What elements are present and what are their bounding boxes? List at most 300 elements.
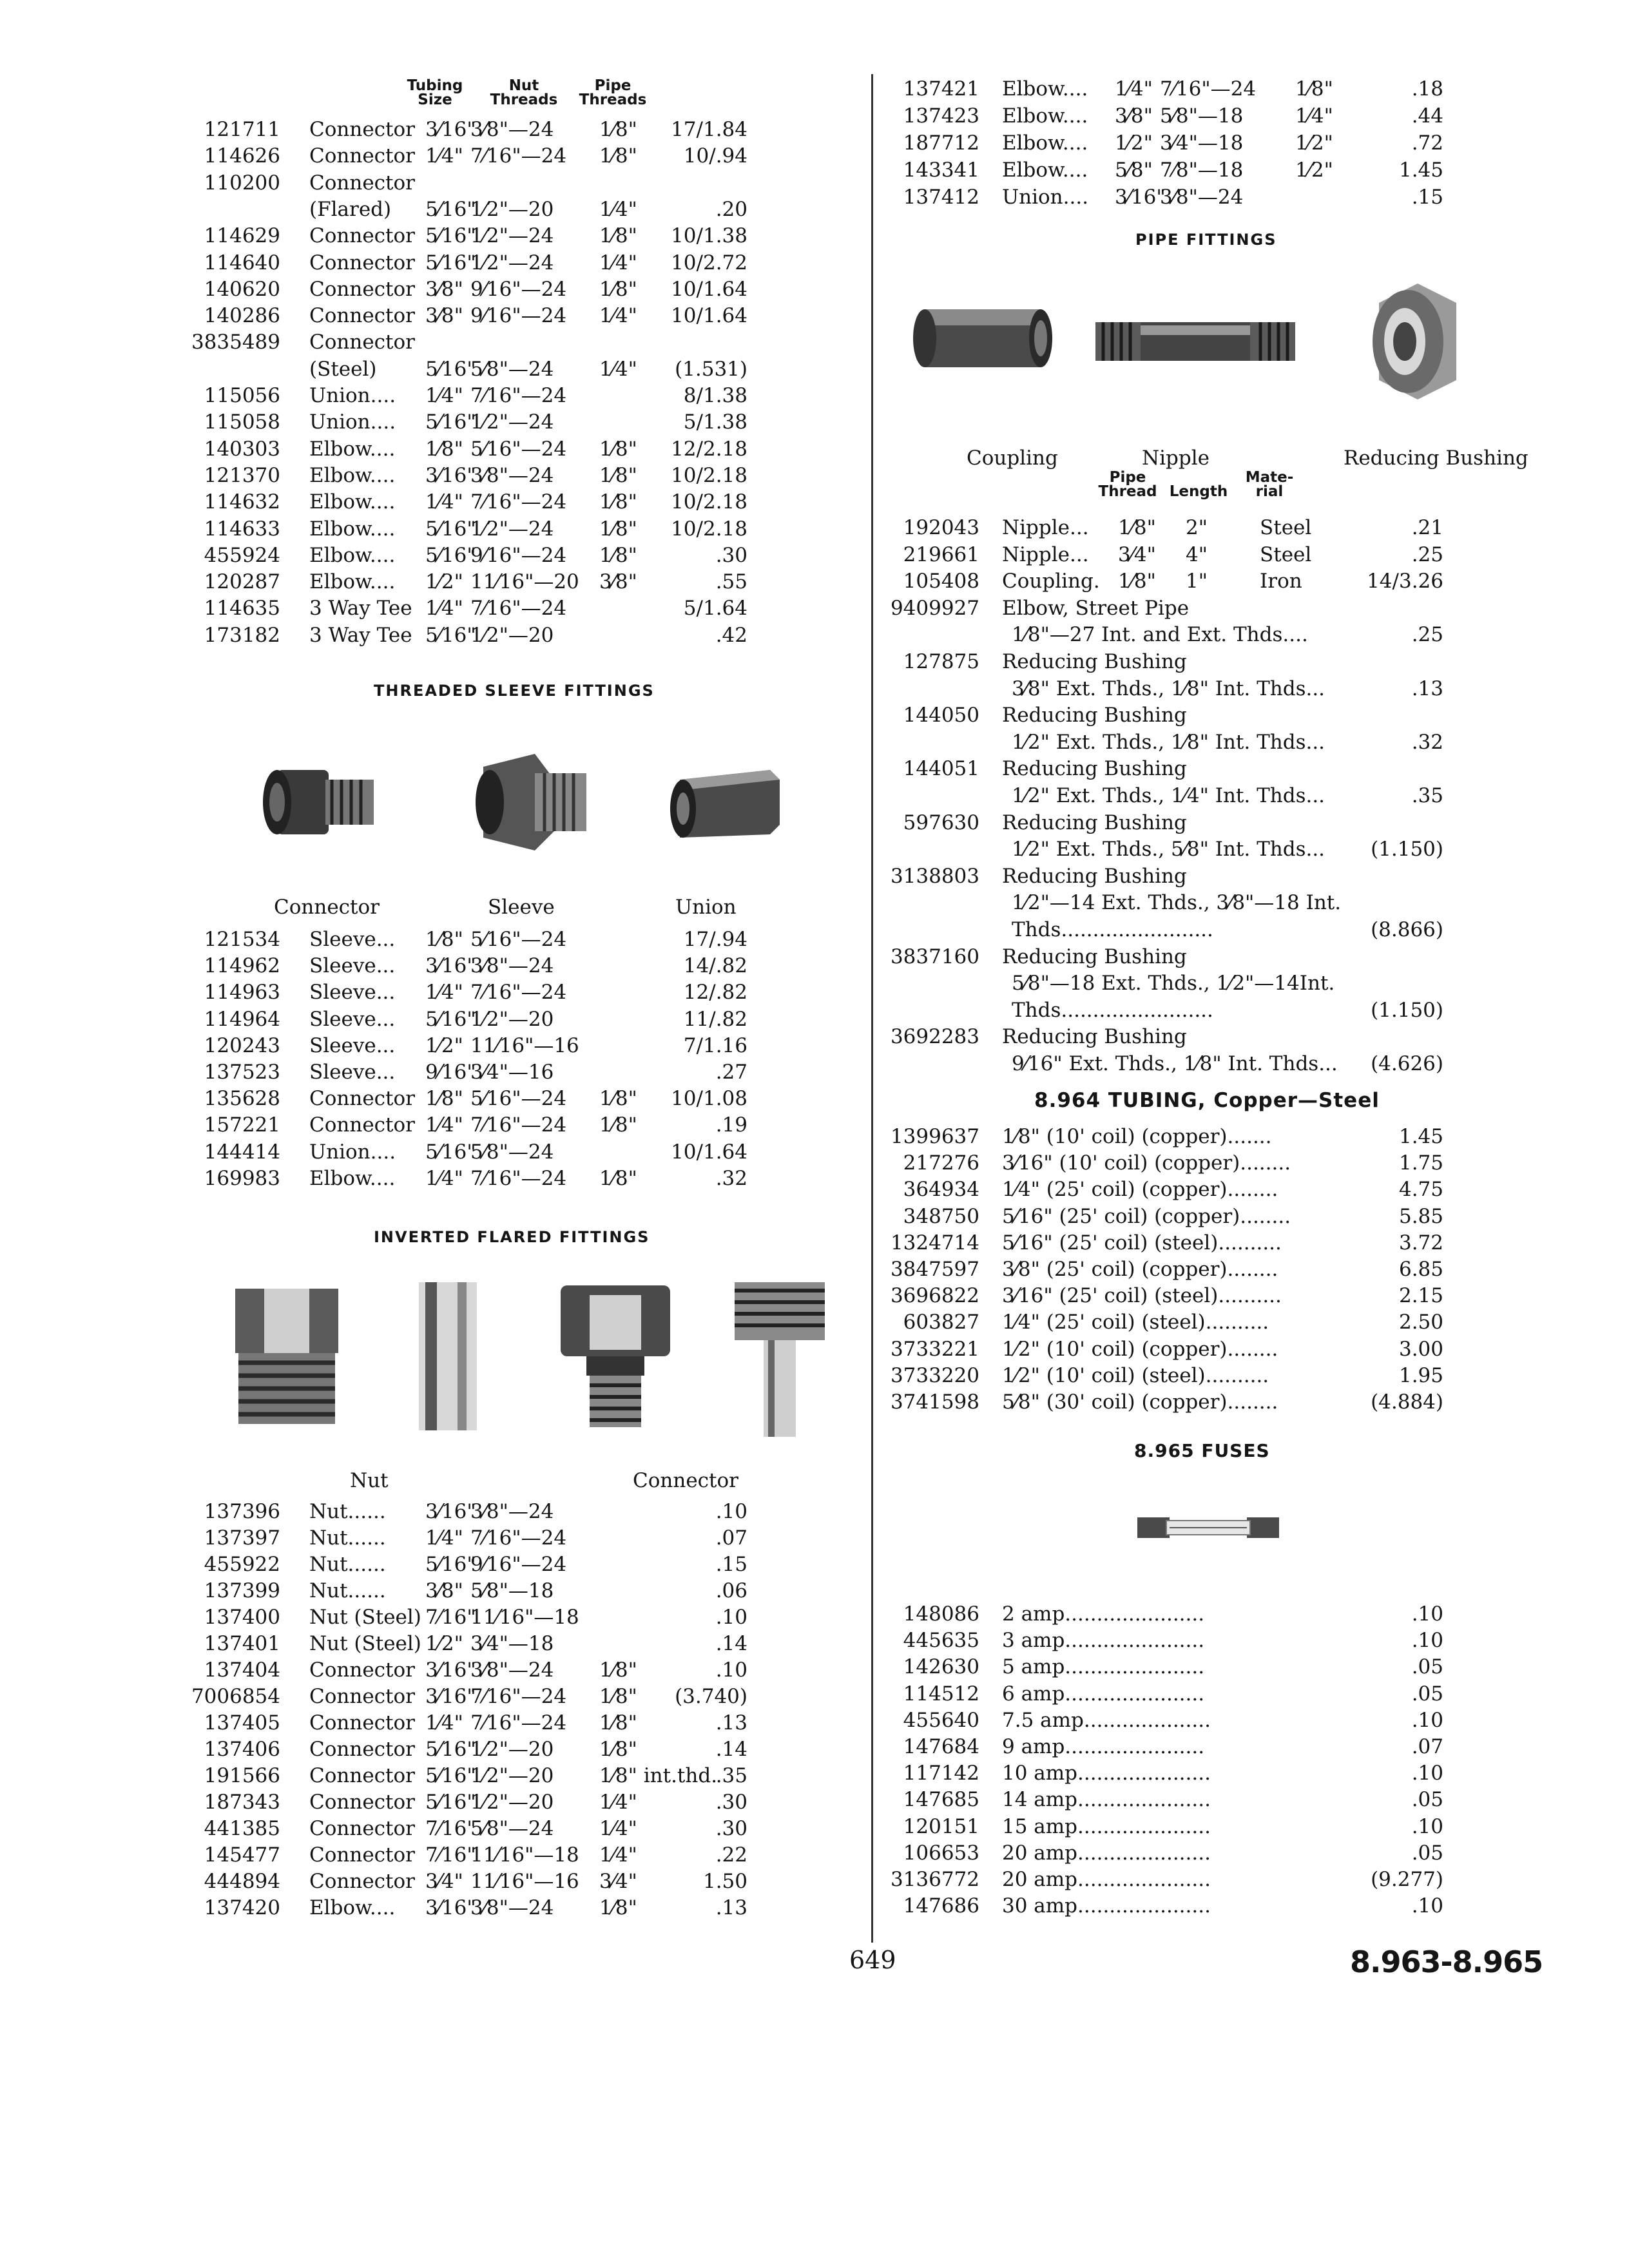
part-number: 3741598 — [890, 1390, 979, 1414]
nut-thread: 11⁄16"—16 — [470, 1870, 579, 1893]
nut-thread: 5⁄8"—24 — [470, 357, 554, 381]
tubing-size: 5⁄16" — [425, 197, 476, 221]
item-description: 5⁄8" (30' coil) (copper)........ — [1002, 1390, 1278, 1414]
part-number: 7006854 — [191, 1685, 280, 1708]
item-description: Elbow.... — [309, 463, 396, 487]
price: 10/1.08 — [671, 1087, 747, 1111]
part-number: 147684 — [903, 1735, 979, 1758]
price: .15 — [1411, 186, 1443, 209]
pipe-thread: 1⁄8" — [599, 144, 637, 168]
pipe-thread: 1⁄8" int.thd. — [599, 1764, 718, 1787]
item-description: Connector — [309, 1791, 415, 1814]
item-description: 3 Way Tee — [309, 597, 412, 620]
item-description: Nipple... — [1002, 543, 1089, 566]
part-number: 348750 — [903, 1204, 979, 1228]
item-description: Thds........................ — [1012, 918, 1213, 941]
item-description: 3⁄8" (25' coil) (copper)........ — [1002, 1258, 1278, 1281]
subhead-material: Mate- rial — [1245, 469, 1294, 500]
nut-thread: 11⁄16"—18 — [470, 1843, 579, 1867]
item-description: Connector — [309, 1087, 415, 1111]
pipe-thread: 1⁄8" — [599, 277, 637, 301]
price: .20 — [715, 197, 747, 221]
part-number: 144051 — [903, 757, 979, 781]
tubing-size: 1⁄4" — [425, 1113, 463, 1137]
part-number: 142630 — [903, 1655, 979, 1679]
part-number: 140620 — [204, 277, 280, 301]
tubing-size: 5⁄16" — [425, 224, 476, 248]
part-number: 187712 — [903, 131, 979, 155]
sleeve-illustration — [458, 741, 599, 863]
item-description: Elbow.... — [1002, 131, 1088, 155]
item-description: 30 amp..................... — [1002, 1894, 1211, 1918]
nut-thread: 1⁄2"—20 — [470, 1764, 554, 1787]
price: .05 — [1411, 1682, 1443, 1706]
pipe-thread: 3⁄8" — [599, 570, 637, 594]
price: 2.50 — [1398, 1311, 1443, 1334]
pipe-thread: 1⁄4" — [599, 1817, 637, 1840]
item-description: Sleeve... — [309, 928, 396, 951]
price: 10/.94 — [683, 144, 747, 168]
tubing-size: 5⁄16" — [425, 517, 476, 541]
threaded-sleeve-title: THREADED SLEEVE FITTINGS — [374, 682, 655, 700]
item-description: Connector — [309, 251, 415, 274]
part-number: 157221 — [204, 1113, 280, 1137]
part-number: 114629 — [204, 224, 280, 248]
price: 10/2.18 — [671, 517, 747, 541]
tubing-size: 1⁄4" — [425, 490, 463, 514]
part-number: 137401 — [204, 1632, 280, 1655]
item-description: Connector — [309, 1764, 415, 1787]
item-description: Connector — [309, 1870, 415, 1893]
nut-thread: 1⁄2"—20 — [470, 1738, 554, 1761]
price: 14/.82 — [683, 954, 747, 978]
item-description: Elbow.... — [309, 490, 396, 514]
item-description: Elbow.... — [309, 1896, 396, 1919]
part-number: 455922 — [204, 1553, 280, 1576]
item-description: 5⁄16" (25' coil) (copper)........ — [1002, 1204, 1291, 1228]
price: 4.75 — [1398, 1178, 1443, 1202]
nut-thread: 1⁄2"—20 — [470, 1007, 554, 1031]
nut-thread: 5⁄16"—24 — [470, 437, 567, 461]
part-number: 114964 — [204, 1007, 280, 1031]
pipe-fittings-title: PIPE FITTINGS — [1135, 231, 1277, 249]
part-number: 603827 — [903, 1311, 979, 1334]
item-description: 1⁄2" Ext. Thds., 1⁄4" Int. Thds... — [1012, 784, 1325, 807]
price: .14 — [715, 1632, 747, 1655]
item-description: 1⁄4" (25' coil) (copper)........ — [1002, 1178, 1278, 1202]
price: .06 — [715, 1579, 747, 1602]
item-description: 7.5 amp.................... — [1002, 1708, 1211, 1732]
item-description: Nut...... — [309, 1553, 386, 1576]
item-description: 1⁄4" (25' coil) (steel).......... — [1002, 1311, 1269, 1334]
tubing-size: 1⁄4" — [425, 1711, 463, 1735]
part-number: 3696822 — [890, 1284, 979, 1308]
part-number: 137423 — [903, 104, 979, 128]
nut-thread: 3⁄4"—18 — [470, 1632, 554, 1655]
price: 10/2.18 — [671, 463, 747, 487]
col-head-tubing-size: Tubing Size — [407, 77, 463, 108]
price: .32 — [715, 1166, 747, 1190]
part-number: 117142 — [903, 1762, 979, 1785]
part-number: 3837160 — [890, 945, 979, 968]
nut-thread: 9⁄16"—24 — [470, 277, 567, 301]
nut-thread: 9⁄16"—24 — [470, 543, 567, 567]
price: .15 — [715, 1553, 747, 1576]
nut-thread: 1⁄2"—20 — [470, 197, 554, 221]
item-description: 5⁄8"—18 Ext. Thds., 1⁄2"—14Int. — [1012, 972, 1335, 995]
nut-thread: 7⁄16"—24 — [470, 1113, 567, 1137]
item-description: Connector — [309, 304, 415, 328]
length: 1" — [1186, 570, 1208, 593]
part-number: 3835489 — [191, 331, 280, 354]
part-number: 1324714 — [890, 1231, 979, 1254]
tubing-size: 3⁄16" — [425, 1500, 476, 1523]
pipe-thread: 1⁄4" — [1295, 104, 1333, 128]
item-description: Sleeve... — [309, 981, 396, 1004]
price: .10 — [1411, 1708, 1443, 1732]
part-number: 147686 — [903, 1894, 979, 1918]
nut-thread: 5⁄8"—18 — [1160, 104, 1244, 128]
price: 7/1.16 — [683, 1033, 747, 1057]
item-description: Elbow, Street Pipe — [1002, 596, 1190, 620]
item-description: 2 amp...................... — [1002, 1602, 1205, 1626]
item-description: Connector — [309, 1843, 415, 1867]
item-description: 5⁄16" (25' coil) (steel).......... — [1002, 1231, 1282, 1254]
tubing-size: 1⁄8" — [425, 437, 463, 461]
part-number: 137397 — [204, 1526, 280, 1550]
item-description: Connector — [309, 1113, 415, 1137]
price: .30 — [715, 543, 747, 567]
item-description: 9⁄16" Ext. Thds., 1⁄8" Int. Thds... — [1012, 1052, 1338, 1075]
price: (1.150) — [1371, 998, 1443, 1022]
tubing-size: 3⁄16" — [425, 1658, 476, 1682]
item-description: Nut (Steel) — [309, 1606, 421, 1629]
part-number: 120243 — [204, 1033, 280, 1057]
price: 5/1.64 — [683, 597, 747, 620]
pipe-thread: 1⁄8" — [1118, 570, 1156, 593]
item-description: Nipple... — [1002, 516, 1089, 539]
part-number: 3733221 — [890, 1337, 979, 1361]
price: 12/.82 — [683, 981, 747, 1004]
price: .14 — [715, 1738, 747, 1761]
tubing-size: 1⁄4" — [425, 144, 463, 168]
tubing-size: 3⁄16" — [425, 1896, 476, 1919]
price: .10 — [1411, 1894, 1443, 1918]
item-description: Reducing Bushing — [1002, 704, 1187, 727]
nut-thread: 7⁄8"—18 — [1160, 159, 1244, 182]
tubing-size: 3⁄8" — [425, 1579, 463, 1602]
price: .07 — [715, 1526, 747, 1550]
nut-thread: 1⁄2"—20 — [470, 1791, 554, 1814]
item-description: 9 amp...................... — [1002, 1735, 1205, 1758]
pipe-thread: 1⁄8" — [599, 1738, 637, 1761]
item-description: Connector — [309, 118, 415, 141]
part-number: 169983 — [204, 1166, 280, 1190]
tubing-size: 5⁄16" — [425, 357, 476, 381]
tubing-size: 3⁄8" — [1115, 104, 1153, 128]
nut-thread: 5⁄16"—24 — [470, 928, 567, 951]
price: 1.50 — [702, 1870, 747, 1893]
tubing-size: 1⁄2" — [425, 1033, 463, 1057]
col-head-pipe-threads: Pipe Threads — [579, 77, 647, 108]
nut-thread: 5⁄8"—18 — [470, 1579, 554, 1602]
part-number: 444894 — [204, 1870, 280, 1893]
price: .30 — [715, 1791, 747, 1814]
item-description: Elbow.... — [309, 543, 396, 567]
nut-thread: 7⁄16"—24 — [1160, 77, 1257, 101]
price: .10 — [715, 1500, 747, 1523]
item-description: 1⁄2" (10' coil) (copper)........ — [1002, 1337, 1278, 1361]
item-description: 1⁄8" (10' coil) (copper)....... — [1002, 1125, 1272, 1148]
part-number: 137405 — [204, 1711, 280, 1735]
item-description: 3 amp...................... — [1002, 1629, 1205, 1653]
item-description: Connector — [309, 1685, 415, 1708]
part-number: 114962 — [204, 954, 280, 978]
tubing-size: 3⁄8" — [425, 304, 463, 328]
pipe-thread: 1⁄8" — [599, 1166, 637, 1190]
part-number: 140303 — [204, 437, 280, 461]
tubing-size: 7⁄16" — [425, 1606, 476, 1629]
part-number: 144414 — [204, 1140, 280, 1164]
nut-thread: 5⁄8"—24 — [470, 1140, 554, 1164]
price: (8.866) — [1371, 918, 1443, 941]
price: 5.85 — [1398, 1204, 1443, 1228]
price: .42 — [715, 623, 747, 647]
part-number: 127875 — [903, 650, 979, 673]
item-description: Connector — [309, 1711, 415, 1735]
nipple-illustration — [1089, 309, 1302, 374]
part-number: 217276 — [903, 1151, 979, 1175]
item-description: 3⁄16" (10' coil) (copper)........ — [1002, 1151, 1291, 1175]
page-number: 649 — [849, 1946, 896, 1974]
connector-illustration — [251, 751, 393, 854]
item-description: Reducing Bushing — [1002, 945, 1187, 968]
item-description: (Flared) — [309, 197, 392, 221]
price: 17/.94 — [683, 928, 747, 951]
pipe-thread: 1⁄8" — [599, 463, 637, 487]
tubing-size: 1⁄2" — [1115, 131, 1153, 155]
item-description: 1⁄2"—14 Ext. Thds., 3⁄8"—18 Int. — [1012, 891, 1342, 915]
nut-thread: 9⁄16"—24 — [470, 1553, 567, 1576]
tubing-size: 3⁄8" — [425, 277, 463, 301]
nut-thread: 1⁄2"—24 — [470, 517, 554, 541]
price: .10 — [1411, 1629, 1443, 1653]
price: .44 — [1411, 104, 1443, 128]
part-number: 1399637 — [890, 1125, 979, 1148]
tubing-size: 1⁄4" — [425, 981, 463, 1004]
part-number: 137396 — [204, 1500, 280, 1523]
part-number: 140286 — [204, 304, 280, 328]
part-number: 106653 — [903, 1841, 979, 1865]
part-number: 137523 — [204, 1061, 280, 1084]
part-number: 114640 — [204, 251, 280, 274]
pipe-thread: 1⁄4" — [599, 1843, 637, 1867]
price: 11/.82 — [683, 1007, 747, 1031]
part-number: 105408 — [903, 570, 979, 593]
tubing-size: 3⁄4" — [425, 1870, 463, 1893]
nut-thread: 11⁄16"—16 — [470, 1033, 579, 1057]
price: .13 — [1411, 677, 1443, 700]
pipe-thread: 1⁄8" — [599, 118, 637, 141]
tubing-size: 1⁄4" — [425, 597, 463, 620]
price: .22 — [715, 1843, 747, 1867]
pipe-thread: 1⁄4" — [599, 197, 637, 221]
part-number: 144050 — [903, 704, 979, 727]
tubing-size: 1⁄2" — [425, 1632, 463, 1655]
part-number: 455924 — [204, 543, 280, 567]
pipe-thread: 1⁄8" — [599, 490, 637, 514]
caption-union: Union — [675, 896, 737, 919]
item-description: 5 amp...................... — [1002, 1655, 1205, 1679]
section-reference: 8.963-8.965 — [1350, 1945, 1543, 1979]
price: .10 — [715, 1658, 747, 1682]
price: (3.740) — [675, 1685, 747, 1708]
price: .32 — [1411, 730, 1443, 754]
length: 4" — [1186, 543, 1208, 566]
part-number: 120287 — [204, 570, 280, 594]
pipe-thread: 3⁄4" — [599, 1870, 637, 1893]
part-number: 3136772 — [890, 1868, 979, 1891]
pipe-thread: 1⁄8" — [599, 1711, 637, 1735]
column-divider — [871, 74, 873, 1943]
tube-illustration — [412, 1279, 483, 1434]
part-number: 137421 — [903, 77, 979, 101]
nut-thread: 3⁄8"—24 — [470, 954, 554, 978]
item-description: Sleeve... — [309, 1007, 396, 1031]
price: 12/2.18 — [671, 437, 747, 461]
pipe-thread: 1⁄2" — [1295, 159, 1333, 182]
price: 10/2.72 — [671, 251, 747, 274]
tubing-size: 7⁄16" — [425, 1817, 476, 1840]
part-number: 187343 — [204, 1791, 280, 1814]
nut-thread: 1⁄2"—24 — [470, 251, 554, 274]
length: 2" — [1186, 516, 1208, 539]
part-number: 191566 — [204, 1764, 280, 1787]
price: .10 — [1411, 1602, 1443, 1626]
price: .25 — [1411, 623, 1443, 647]
price: 10/1.64 — [671, 277, 747, 301]
tubing-size: 5⁄16" — [425, 1764, 476, 1787]
item-description: Nut...... — [309, 1579, 386, 1602]
price: 5/1.38 — [683, 410, 747, 434]
nut-thread: 1⁄2"—24 — [470, 410, 554, 434]
part-number: 114626 — [204, 144, 280, 168]
item-description: 6 amp...................... — [1002, 1682, 1205, 1706]
item-description: 1⁄2" Ext. Thds., 1⁄8" Int. Thds... — [1012, 730, 1325, 754]
price: .05 — [1411, 1841, 1443, 1865]
caption-reducing-bushing: Reducing Bushing — [1344, 447, 1528, 470]
pipe-thread: 1⁄8" — [1295, 77, 1333, 101]
nut-thread: 3⁄4"—16 — [470, 1061, 554, 1084]
part-number: 455640 — [903, 1708, 979, 1732]
nut-thread: 9⁄16"—24 — [470, 304, 567, 328]
pipe-thread: 1⁄8" — [599, 1685, 637, 1708]
item-description: Coupling. — [1002, 570, 1100, 593]
nut-illustration — [226, 1282, 348, 1430]
item-description: Union.... — [1002, 186, 1089, 209]
price: .05 — [1411, 1655, 1443, 1679]
pipe-thread: 1⁄4" — [599, 357, 637, 381]
nut-thread: 1⁄2"—24 — [470, 224, 554, 248]
pipe-thread: 1⁄2" — [1295, 131, 1333, 155]
part-number: 3847597 — [890, 1258, 979, 1281]
price: .05 — [1411, 1788, 1443, 1812]
item-description: Elbow.... — [309, 570, 396, 594]
part-number: 110200 — [204, 171, 280, 195]
nut-thread: 3⁄8"—24 — [1160, 186, 1244, 209]
price: 10/1.64 — [671, 304, 747, 328]
price: 10/1.38 — [671, 224, 747, 248]
part-number: 137400 — [204, 1606, 280, 1629]
flared-connector-illustration — [554, 1282, 677, 1437]
price: 1.95 — [1398, 1363, 1443, 1387]
item-description: Reducing Bushing — [1002, 650, 1187, 673]
price: .10 — [1411, 1814, 1443, 1838]
nut-thread: 3⁄8"—24 — [470, 1500, 554, 1523]
nut-thread: 7⁄16"—24 — [470, 1526, 567, 1550]
price: .72 — [1411, 131, 1443, 155]
part-number: 3733220 — [890, 1363, 979, 1387]
pipe-thread: 1⁄8" — [599, 543, 637, 567]
item-description: Connector — [309, 1817, 415, 1840]
part-number: 364934 — [903, 1178, 979, 1202]
part-number: 445635 — [903, 1629, 979, 1653]
part-number: 137412 — [903, 186, 979, 209]
pipe-thread: 1⁄8" — [599, 1113, 637, 1137]
nut-thread: 3⁄8"—24 — [470, 1896, 554, 1919]
part-number: 147685 — [903, 1788, 979, 1812]
price: (9.277) — [1371, 1868, 1443, 1891]
part-number: 3692283 — [890, 1025, 979, 1049]
item-description: 1⁄2" Ext. Thds., 5⁄8" Int. Thds... — [1012, 838, 1325, 861]
price: 14/3.26 — [1367, 570, 1443, 593]
tubing-size: 3⁄16" — [425, 954, 476, 978]
nut-thread: 7⁄16"—24 — [470, 981, 567, 1004]
caption-connector: Connector — [274, 896, 380, 919]
tubing-size: 5⁄16" — [425, 623, 476, 647]
price: (4.884) — [1371, 1390, 1443, 1414]
part-number: 114633 — [204, 517, 280, 541]
price: .13 — [715, 1896, 747, 1919]
tubing-size: 5⁄8" — [1115, 159, 1153, 182]
inverted-flared-title: INVERTED FLARED FITTINGS — [374, 1228, 650, 1246]
material: Steel — [1260, 516, 1312, 539]
price: 2.15 — [1398, 1284, 1443, 1308]
pipe-thread: 1⁄8" — [599, 1896, 637, 1919]
part-number: 114512 — [903, 1682, 979, 1706]
pipe-thread: 1⁄8" — [599, 1658, 637, 1682]
part-number: 143341 — [903, 159, 979, 182]
item-description: Sleeve... — [309, 1061, 396, 1084]
subhead-pipe-thread: Pipe Thread — [1098, 469, 1157, 500]
caption-nut: Nut — [350, 1469, 389, 1492]
item-description: Nut...... — [309, 1500, 386, 1523]
price: 6.85 — [1398, 1258, 1443, 1281]
part-number: 145477 — [204, 1843, 280, 1867]
part-number: 121711 — [204, 118, 280, 141]
item-description: Reducing Bushing — [1002, 757, 1187, 781]
pipe-thread: 1⁄8" — [599, 1087, 637, 1111]
item-description: Connector — [309, 1738, 415, 1761]
item-description: Connector — [309, 224, 415, 248]
item-description: 14 amp..................... — [1002, 1788, 1211, 1812]
item-description: Elbow.... — [309, 517, 396, 541]
tubing-size: 3⁄16" — [425, 1685, 476, 1708]
part-number: 137399 — [204, 1579, 280, 1602]
item-description: Union.... — [309, 410, 396, 434]
item-description: Union.... — [309, 1140, 396, 1164]
item-description: Reducing Bushing — [1002, 811, 1187, 834]
